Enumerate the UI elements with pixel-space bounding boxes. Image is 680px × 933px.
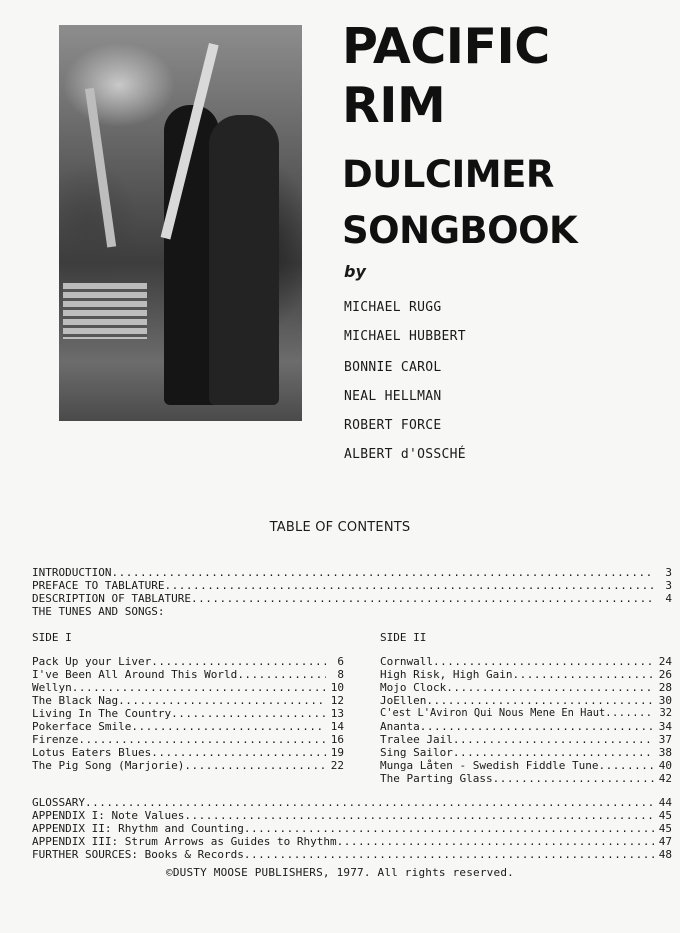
title-line-4: SONGBOOK <box>342 209 578 252</box>
author-name: NEAL HELLMAN <box>344 389 442 404</box>
photo-bench <box>63 283 147 339</box>
toc-entry: JoEllen ..... 30 <box>380 694 672 707</box>
toc-entry: GLOSSARY ..... 44 <box>32 796 672 809</box>
toc-entry: Mojo Clock ..... 28 <box>380 681 672 694</box>
toc-entry: High Risk, High Gain ..... 26 <box>380 668 672 681</box>
title-line-2: RIM <box>342 77 446 134</box>
author-name: ROBERT FORCE <box>344 418 442 433</box>
toc-entry: Living In The Country ..... 13 <box>32 707 344 720</box>
byline: by <box>344 262 366 281</box>
side-1-heading: SIDE I <box>32 631 72 644</box>
author-name: MICHAEL RUGG <box>344 300 442 315</box>
photo-dulcimer-neck-2 <box>85 88 116 248</box>
toc-entry: Pokerface Smile ..... 14 <box>32 720 344 733</box>
toc-entry: Sing Sailor ..... 38 <box>380 746 672 759</box>
toc-heading: TABLE OF CONTENTS <box>269 520 411 535</box>
toc-entry: DESCRIPTION OF TABLATURE ..... 4 <box>32 592 672 605</box>
photo-musician-right <box>209 115 279 405</box>
toc-entry: Wellyn ..... 10 <box>32 681 344 694</box>
toc-entry: Lotus Eaters Blues ..... 19 <box>32 746 344 759</box>
toc-entry: C'est L'Aviron Qui Nous Mene En Haut ..... 32 <box>380 707 672 720</box>
toc-entry: I've Been All Around This World ..... 8 <box>32 668 344 681</box>
title-line-1: PACIFIC <box>342 18 550 75</box>
toc-entry: APPENDIX III: Strum Arrows as Guides to Rhythm ..... 47 <box>32 835 672 848</box>
toc-entry: APPENDIX I: Note Values ..... 45 <box>32 809 672 822</box>
toc-tunes-heading: THE TUNES AND SONGS: <box>32 605 165 618</box>
author-name: ALBERT d'OSSCHÉ <box>344 447 466 462</box>
toc-entry: Tralee Jail ..... 37 <box>380 733 672 746</box>
toc-entry: FURTHER SOURCES: Books & Records ..... 48 <box>32 848 672 861</box>
toc-entry: Munga Låten - Swedish Fiddle Tune ..... 40 <box>380 759 672 772</box>
copyright-notice: ©DUSTY MOOSE PUBLISHERS, 1977. All rights reserved. <box>166 866 514 879</box>
toc-entry: PREFACE TO TABLATURE ..... 3 <box>32 579 672 592</box>
title-line-3: DULCIMER <box>342 153 554 196</box>
toc-entry: APPENDIX II: Rhythm and Counting ..... 45 <box>32 822 672 835</box>
author-name: MICHAEL HUBBERT <box>344 329 466 344</box>
toc-entry: INTRODUCTION ..... 3 <box>32 566 672 579</box>
toc-entry: Pack Up your Liver ..... 6 <box>32 655 344 668</box>
toc-entry: The Pig Song (Marjorie) ..... 22 <box>32 759 344 772</box>
author-name: BONNIE CAROL <box>344 360 442 375</box>
side-2-heading: SIDE II <box>380 631 427 644</box>
toc-entry: Ananta ..... 34 <box>380 720 672 733</box>
toc-entry: The Parting Glass ..... 42 <box>380 772 672 785</box>
toc-entry: Cornwall ..... 24 <box>380 655 672 668</box>
toc-entry: Firenze ..... 16 <box>32 733 344 746</box>
cover-photo <box>59 25 302 421</box>
toc-entry: The Black Nag ..... 12 <box>32 694 344 707</box>
